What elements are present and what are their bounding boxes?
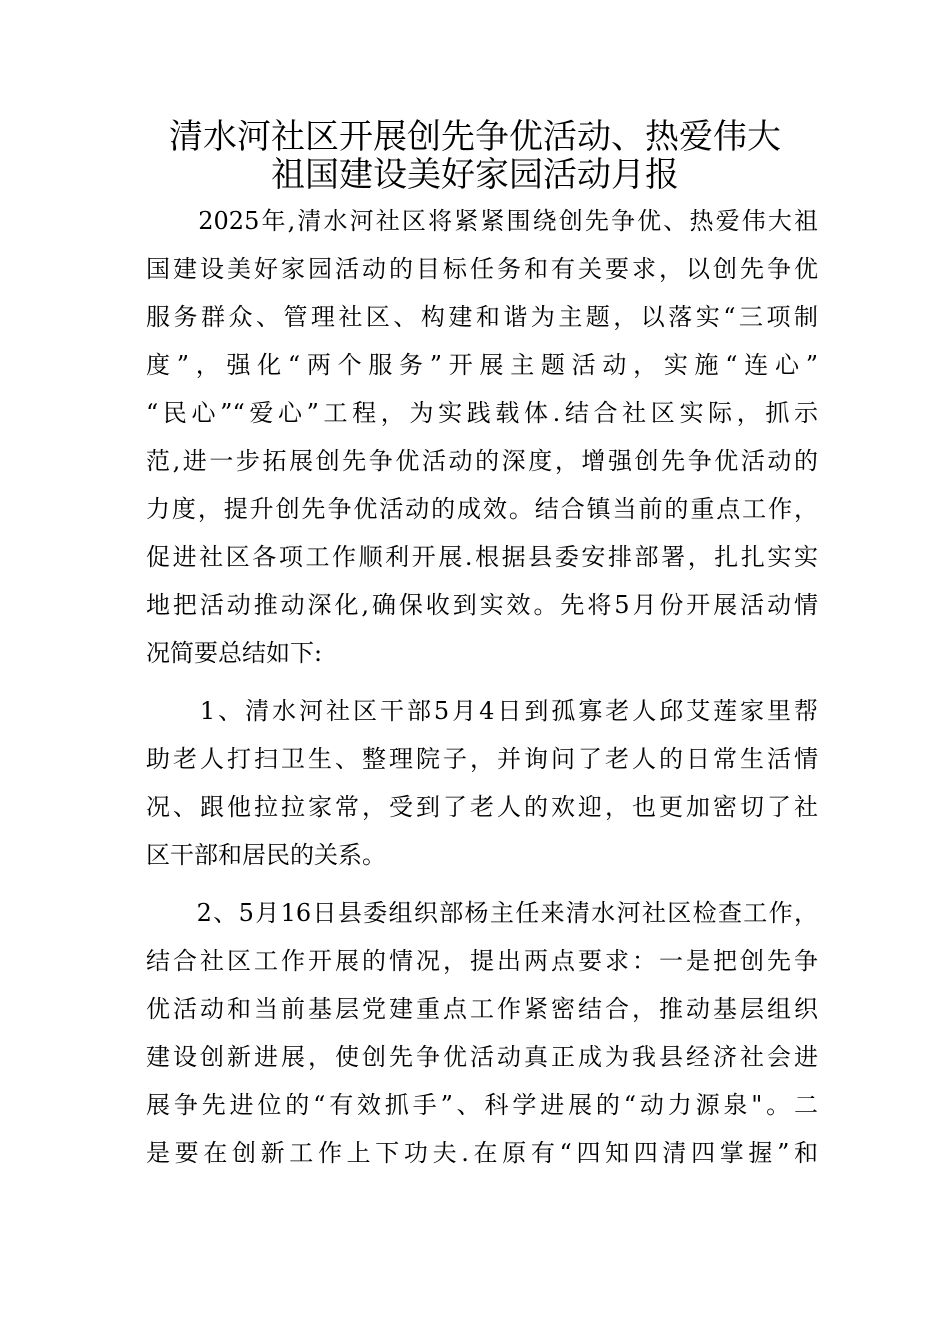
paragraph-line: 地把活动推动深化,确保收到实效。先将5月份开展活动情 bbox=[146, 591, 818, 619]
paragraph-line: 度”，强化“两个服务”开展主题活动，实施“连心” bbox=[146, 351, 818, 379]
paragraph-gap bbox=[146, 879, 818, 889]
paragraph-line: 2、5月16日县委组织部杨主任来清水河社区检查工作， bbox=[146, 899, 818, 927]
paragraph-line: “民心”“爱心”工程，为实践载体.结合社区实际，抓示 bbox=[146, 399, 818, 427]
paragraph-1 bbox=[146, 197, 818, 677]
paragraph-line: 是要在创新工作上下功夫.在原有“四知四清四掌握”和 bbox=[146, 1139, 818, 1167]
paragraph-line: 服务群众、管理社区、构建和谐为主题，以落实“三项制 bbox=[146, 303, 818, 331]
paragraph-line: 国建设美好家园活动的目标任务和有关要求，以创先争优 bbox=[146, 255, 818, 283]
paragraph-line: 促进社区各项工作顺利开展.根据县委安排部署，扎扎实实 bbox=[146, 543, 818, 571]
paragraph-line: 2025年,清水河社区将紧紧围绕创先争优、热爱伟大祖 bbox=[146, 207, 818, 235]
paragraph-line: 助老人打扫卫生、整理院子，并询问了老人的日常生活情 bbox=[146, 745, 818, 773]
paragraph-2 bbox=[146, 687, 818, 879]
title-line-1: 清水河社区开展创先争优活动、热爱伟大 bbox=[169, 117, 781, 157]
paragraph-line: 区干部和居民的关系。 bbox=[146, 841, 386, 869]
document-body bbox=[146, 197, 818, 1177]
paragraph-line: 展争先进位的“有效抓手”、科学进展的“动力源泉"。二 bbox=[146, 1091, 818, 1119]
paragraph-line: 优活动和当前基层党建重点工作紧密结合，推动基层组织 bbox=[146, 995, 818, 1023]
paragraph-gap bbox=[146, 677, 818, 687]
title-line-2: 祖国建设美好家园活动月报 bbox=[271, 155, 679, 195]
paragraph-line: 范,进一步拓展创先争优活动的深度，增强创先争优活动的 bbox=[146, 447, 818, 475]
paragraph-line: 力度，提升创先争优活动的成效。结合镇当前的重点工作， bbox=[146, 495, 818, 523]
paragraph-line: 况、跟他拉拉家常，受到了老人的欢迎，也更加密切了社 bbox=[146, 793, 818, 821]
paragraph-line: 况简要总结如下: bbox=[146, 639, 323, 667]
paragraph-line: 建设创新进展，使创先争优活动真正成为我县经济社会进 bbox=[146, 1043, 818, 1071]
paragraph-3 bbox=[146, 889, 818, 1177]
document-title bbox=[120, 118, 830, 194]
paragraph-line: 1、清水河社区干部5月4日到孤寡老人邱艾莲家里帮 bbox=[146, 697, 818, 725]
paragraph-line: 结合社区工作开展的情况，提出两点要求：一是把创先争 bbox=[146, 947, 818, 975]
